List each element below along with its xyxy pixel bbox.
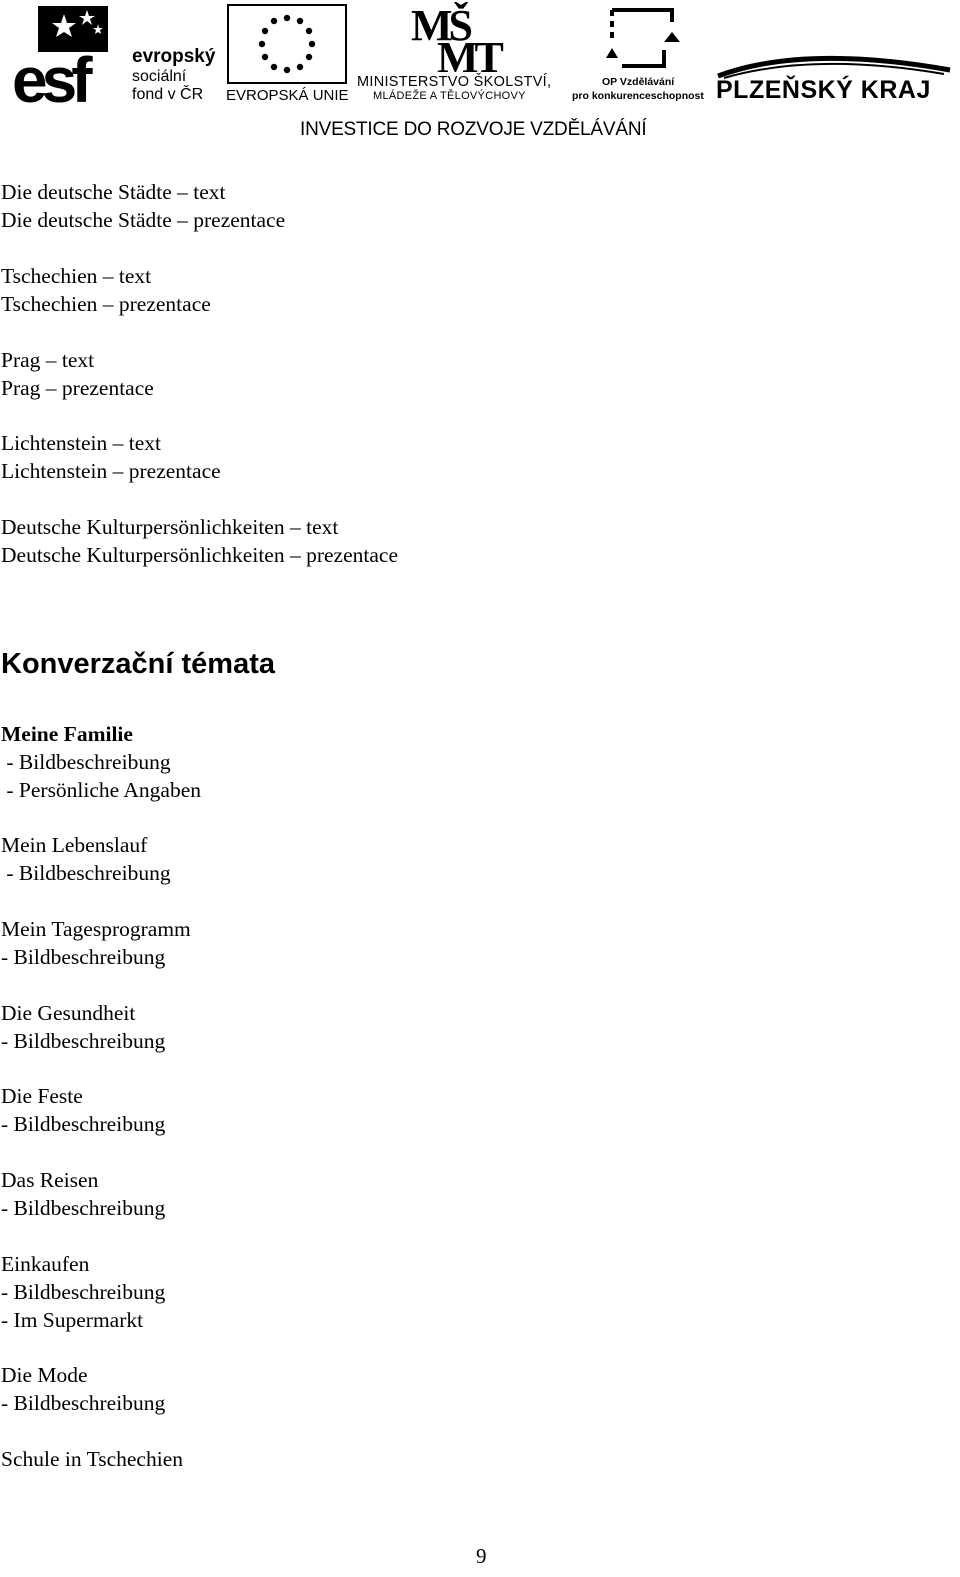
op-line2: pro konkurenceschopnost xyxy=(572,90,704,102)
eu-stars-icon xyxy=(226,4,350,86)
list-item: Tschechien – prezentace xyxy=(1,292,211,316)
esf-mark-icon xyxy=(12,6,132,106)
kraj-label: PLZEŇSKÝ KRAJ xyxy=(716,76,931,104)
msmt-logo xyxy=(355,2,567,104)
esf-logo xyxy=(12,6,222,106)
topic-subitem: - Persönliche Angaben xyxy=(1,778,202,802)
msmt-line1: MINISTERSTVO ŠKOLSTVÍ, xyxy=(357,74,552,90)
tagline: INVESTICE DO ROZVOJE VZDĚLÁVÁNÍ xyxy=(300,119,647,140)
list-item: Prag – text xyxy=(1,348,95,372)
esf-line3: fond v ČR xyxy=(132,86,204,103)
topic-title: Das Reisen xyxy=(1,1168,99,1192)
op-logo xyxy=(572,2,708,104)
section-heading: Konverzační témata xyxy=(1,648,275,680)
op-line1: OP Vzdělávání xyxy=(602,76,675,88)
op-mark-icon xyxy=(572,2,708,74)
list-item: Deutsche Kulturpersönlichkeiten – text xyxy=(1,515,339,539)
topic-title: Schule in Tschechien xyxy=(1,1447,183,1471)
topic-subitem: - Bildbeschreibung xyxy=(1,945,166,969)
msmt-line2: MLÁDEŽE A TĚLOVÝCHOVY xyxy=(373,90,526,102)
kraj-swoosh-icon xyxy=(714,40,954,80)
svg-text:MT: MT xyxy=(437,33,500,72)
eu-label: EVROPSKÁ UNIE xyxy=(226,87,349,104)
topic-title: Mein Lebenslauf xyxy=(1,833,148,857)
topic-subitem: - Bildbeschreibung xyxy=(1,750,171,774)
topic-title: Einkaufen xyxy=(1,1252,90,1276)
svg-text:esf: esf xyxy=(12,44,87,106)
topic-title: Mein Tagesprogramm xyxy=(1,917,191,941)
msmt-mark-icon xyxy=(355,2,567,72)
topic-title: Die Gesundheit xyxy=(1,1001,136,1025)
list-item: Die deutsche Städte – prezentace xyxy=(1,208,286,232)
topic-subitem: - Im Supermarkt xyxy=(1,1308,144,1332)
list-item: Deutsche Kulturpersönlichkeiten – prezentace xyxy=(1,543,398,567)
topic-subitem: - Bildbeschreibung xyxy=(1,1280,166,1304)
esf-line2: sociální xyxy=(132,68,187,85)
topic-title: Die Feste xyxy=(1,1084,83,1108)
topic-subitem: - Bildbeschreibung xyxy=(1,1029,166,1053)
logo-header xyxy=(0,0,960,150)
list-item: Prag – prezentace xyxy=(1,376,154,400)
topic-subitem: - Bildbeschreibung xyxy=(1,1112,166,1136)
topic-subitem: - Bildbeschreibung xyxy=(1,1391,166,1415)
topic-title: Meine Familie xyxy=(1,722,133,746)
list-item: Lichtenstein – prezentace xyxy=(1,459,221,483)
eu-logo xyxy=(226,4,350,104)
topic-title: Die Mode xyxy=(1,1363,88,1387)
svg-text:MŠ: MŠ xyxy=(411,2,469,50)
esf-line1: evropský xyxy=(132,46,216,67)
topic-subitem: - Bildbeschreibung xyxy=(1,1196,166,1220)
page-number: 9 xyxy=(476,1544,487,1568)
list-item: Tschechien – text xyxy=(1,264,152,288)
list-item: Lichtenstein – text xyxy=(1,431,162,455)
list-item: Die deutsche Städte – text xyxy=(1,180,226,204)
plzensky-kraj-logo xyxy=(714,40,954,110)
topic-subitem: - Bildbeschreibung xyxy=(1,861,171,885)
